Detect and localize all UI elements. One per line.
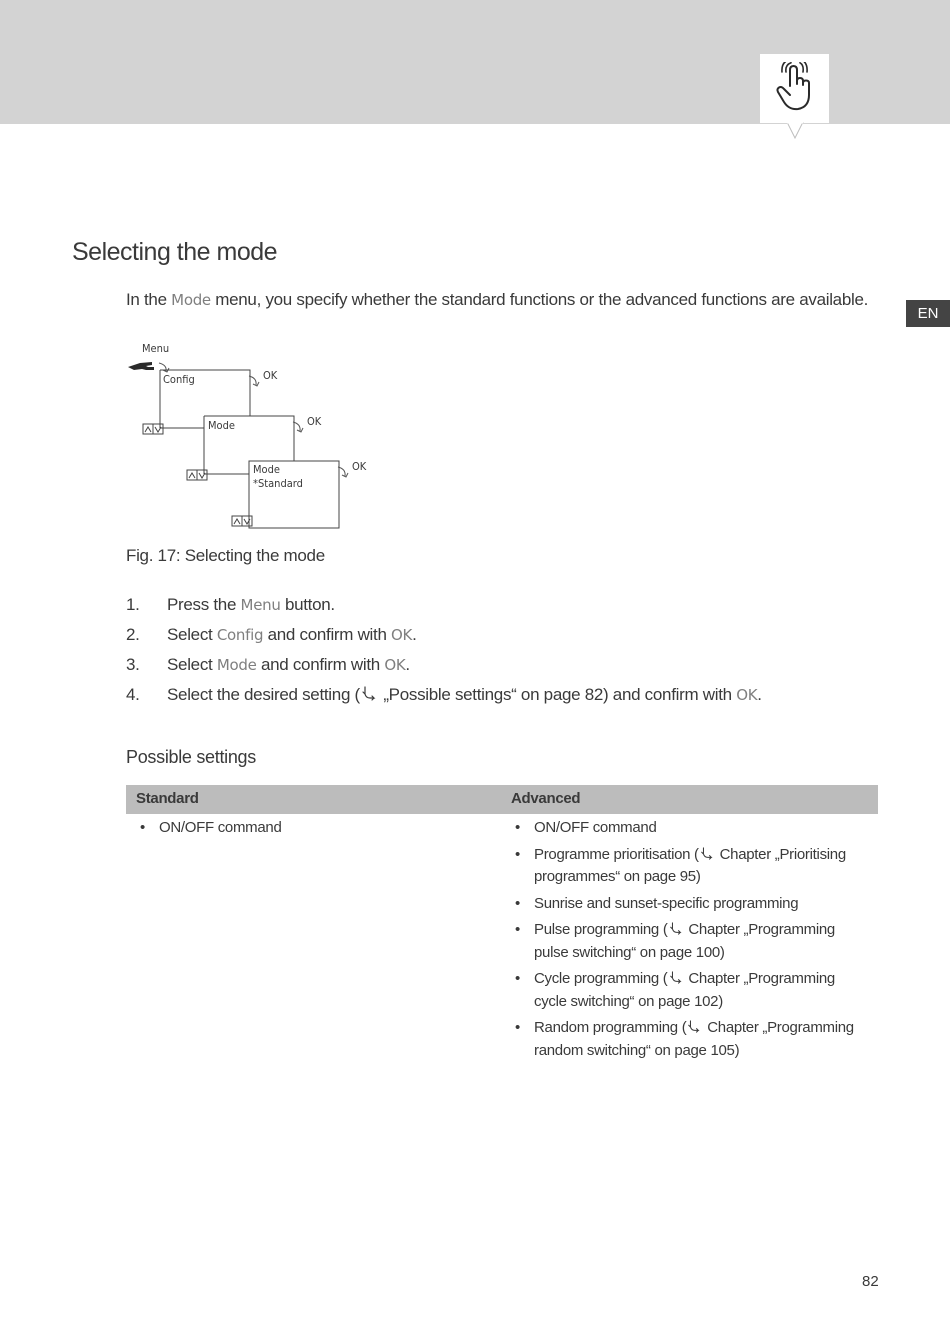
cross-reference-icon[interactable]	[361, 686, 376, 701]
cross-reference-icon[interactable]	[669, 922, 682, 935]
step-text: Select	[167, 625, 217, 644]
step-text: button.	[280, 595, 335, 614]
diagram-ok-label-1: OK	[263, 369, 278, 382]
menu-flow-diagram	[126, 336, 386, 532]
list-item-text: Random programming (	[534, 1019, 687, 1036]
list-item: • Sunrise and sunset-specific programming	[511, 893, 856, 916]
list-item-text: Programme prioritisation (	[534, 845, 699, 863]
step-item	[126, 593, 762, 623]
intro-keyword: Mode	[171, 291, 211, 309]
intro-text-before: In the	[126, 290, 172, 309]
cross-reference-icon[interactable]	[687, 1020, 700, 1033]
step-reference-link[interactable]: „Possible settings“ on page 82) and confirm with	[378, 685, 737, 704]
step-text: and confirm with	[263, 625, 392, 644]
step-keyword: OK	[391, 626, 413, 644]
list-item	[511, 1017, 856, 1062]
section-heading: Possible settings	[126, 747, 256, 767]
step-text: Select	[167, 655, 217, 674]
list-item-text: Cycle programming (	[534, 970, 668, 987]
list-item	[511, 844, 856, 889]
step-number: 3.	[126, 655, 140, 674]
list-item-link[interactable]: Chapter „Prioritising programmes“ on page 95)	[534, 845, 846, 885]
column-header-advanced: Advanced	[511, 790, 581, 807]
figure-caption: Fig. 17: Selecting the mode	[126, 546, 325, 565]
pointing-hand-icon	[128, 362, 154, 370]
step-item	[126, 623, 762, 653]
step-item	[126, 653, 762, 683]
callout-pointer	[787, 122, 805, 140]
advanced-column	[511, 817, 856, 1066]
diagram-menu-label: Menu	[142, 342, 170, 355]
touch-hand-icon	[774, 62, 816, 114]
step-keyword: OK	[384, 656, 406, 674]
step-keyword: OK	[736, 686, 758, 704]
step-text: Select the desired setting (	[167, 685, 360, 704]
list-item-link[interactable]: Chapter „Programming pulse switching“ on page 100)	[534, 921, 835, 961]
cross-reference-icon[interactable]	[669, 971, 682, 984]
settings-table-header	[126, 785, 878, 814]
page-number: 82	[862, 1273, 879, 1290]
list-item-link[interactable]: Chapter „Programming random switching“ on page 105)	[534, 1019, 854, 1059]
step-text: .	[405, 655, 410, 674]
step-keyword: Config	[216, 626, 264, 644]
list-item-link[interactable]: Chapter „Programming cycle switching“ on page 102)	[534, 970, 835, 1010]
cross-reference-icon[interactable]	[700, 847, 713, 860]
step-text: and confirm with	[256, 655, 385, 674]
step-number: 2.	[126, 625, 140, 644]
diagram-ok-label-3: OK	[352, 460, 367, 473]
list-item	[511, 919, 856, 964]
step-number: 4.	[126, 685, 140, 704]
step-text: .	[412, 625, 417, 644]
step-item	[126, 683, 762, 713]
step-text: .	[757, 685, 762, 704]
page-title: Selecting the mode	[72, 238, 278, 266]
step-keyword: Mode	[216, 656, 257, 674]
step-text: Press the	[167, 595, 241, 614]
diagram-box-mode-label: Mode	[208, 419, 235, 432]
list-item	[511, 968, 856, 1013]
list-item: • ON/OFF command	[511, 817, 856, 840]
list-item: • ON/OFF command	[136, 817, 476, 840]
diagram-box-mode-standard-line2: *Standard	[253, 477, 303, 490]
instruction-steps	[126, 593, 762, 713]
intro-text-after: menu, you specify whether the standard functions or the advanced functions are available.	[210, 290, 869, 309]
step-number: 1.	[126, 595, 140, 614]
standard-column	[136, 817, 476, 844]
list-item-text: Pulse programming (	[534, 921, 668, 938]
diagram-ok-label-2: OK	[307, 415, 322, 428]
language-tab[interactable]: EN	[906, 300, 950, 327]
intro-paragraph	[126, 290, 868, 310]
diagram-box-config-label: Config	[163, 373, 195, 386]
column-header-standard: Standard	[136, 790, 199, 807]
diagram-box-mode-standard-line1: Mode	[253, 463, 280, 476]
header-icon-box	[760, 54, 829, 123]
step-keyword: Menu	[240, 596, 281, 614]
